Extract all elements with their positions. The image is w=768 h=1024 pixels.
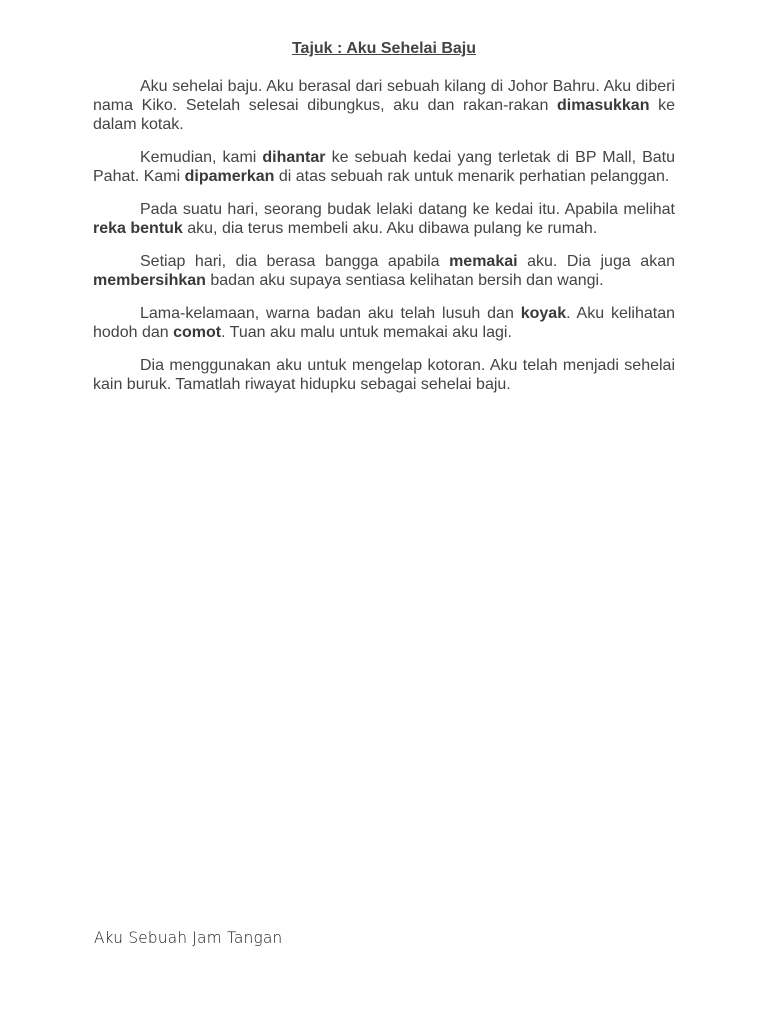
paragraph-3 [93,200,675,238]
paragraph-4 [93,252,675,290]
paragraph-text: ke sebuah kedai yang terletak di BP Mall, Batu Pahat. Kami [93,149,676,185]
paragraph-text: Aku sehelai baju. Aku berasal dari sebuah kilang di Johor Bahru. Aku diberi nama Kiko. Setelah selesai dibungkus, aku dan rakan-rakan [93,78,675,114]
paragraph-text: aku. Dia juga akan [517,253,675,270]
paragraph-2 [93,148,675,186]
paragraph-text: . Tuan aku malu untuk memakai aku lagi. [221,324,512,341]
document-body [93,77,675,408]
bold-term: reka bentuk [93,220,183,237]
bold-term: dipamerkan [184,168,275,185]
bold-term: comot [173,324,222,341]
bold-term: dihantar [262,149,326,166]
paragraph-text: . Aku kelihatan hodoh dan [93,305,675,341]
bold-term: membersihkan [93,272,206,289]
paragraph-1 [93,77,675,134]
paragraph-6 [93,356,675,394]
paragraph-text: Dia menggunakan aku untuk mengelap kotoran. Aku telah menjadi sehelai kain buruk. Tamatlah riwayat hidupku sebagai sehelai baju. [93,357,675,393]
document-title: Tajuk : Aku Sehelai Baju [291,40,477,57]
bold-term: dimasukkan [556,97,650,114]
paragraph-text: di atas sebuah rak untuk menarik perhatian pelanggan. [274,168,670,185]
paragraph-text: Setiap hari, dia berasa bangga apabila [140,253,450,270]
paragraph-5 [93,304,675,342]
bold-term: koyak [520,305,567,322]
paragraph-text: Kemudian, kami [140,149,263,166]
paragraph-text: Lama-kelamaan, warna badan aku telah lusuh dan [140,305,521,322]
paragraph-text: badan aku supaya sentiasa kelihatan bersih dan wangi. [205,272,604,289]
paragraph-text: Pada suatu hari, seorang budak lelaki datang ke kedai itu. Apabila melihat [140,201,675,218]
paragraph-text: aku, dia terus membeli aku. Aku dibawa pulang ke rumah. [182,220,598,237]
next-document-title: Aku Sebuah Jam Tangan [94,928,283,947]
bold-term: memakai [449,253,518,270]
paragraph-text: ke dalam kotak. [93,97,675,133]
